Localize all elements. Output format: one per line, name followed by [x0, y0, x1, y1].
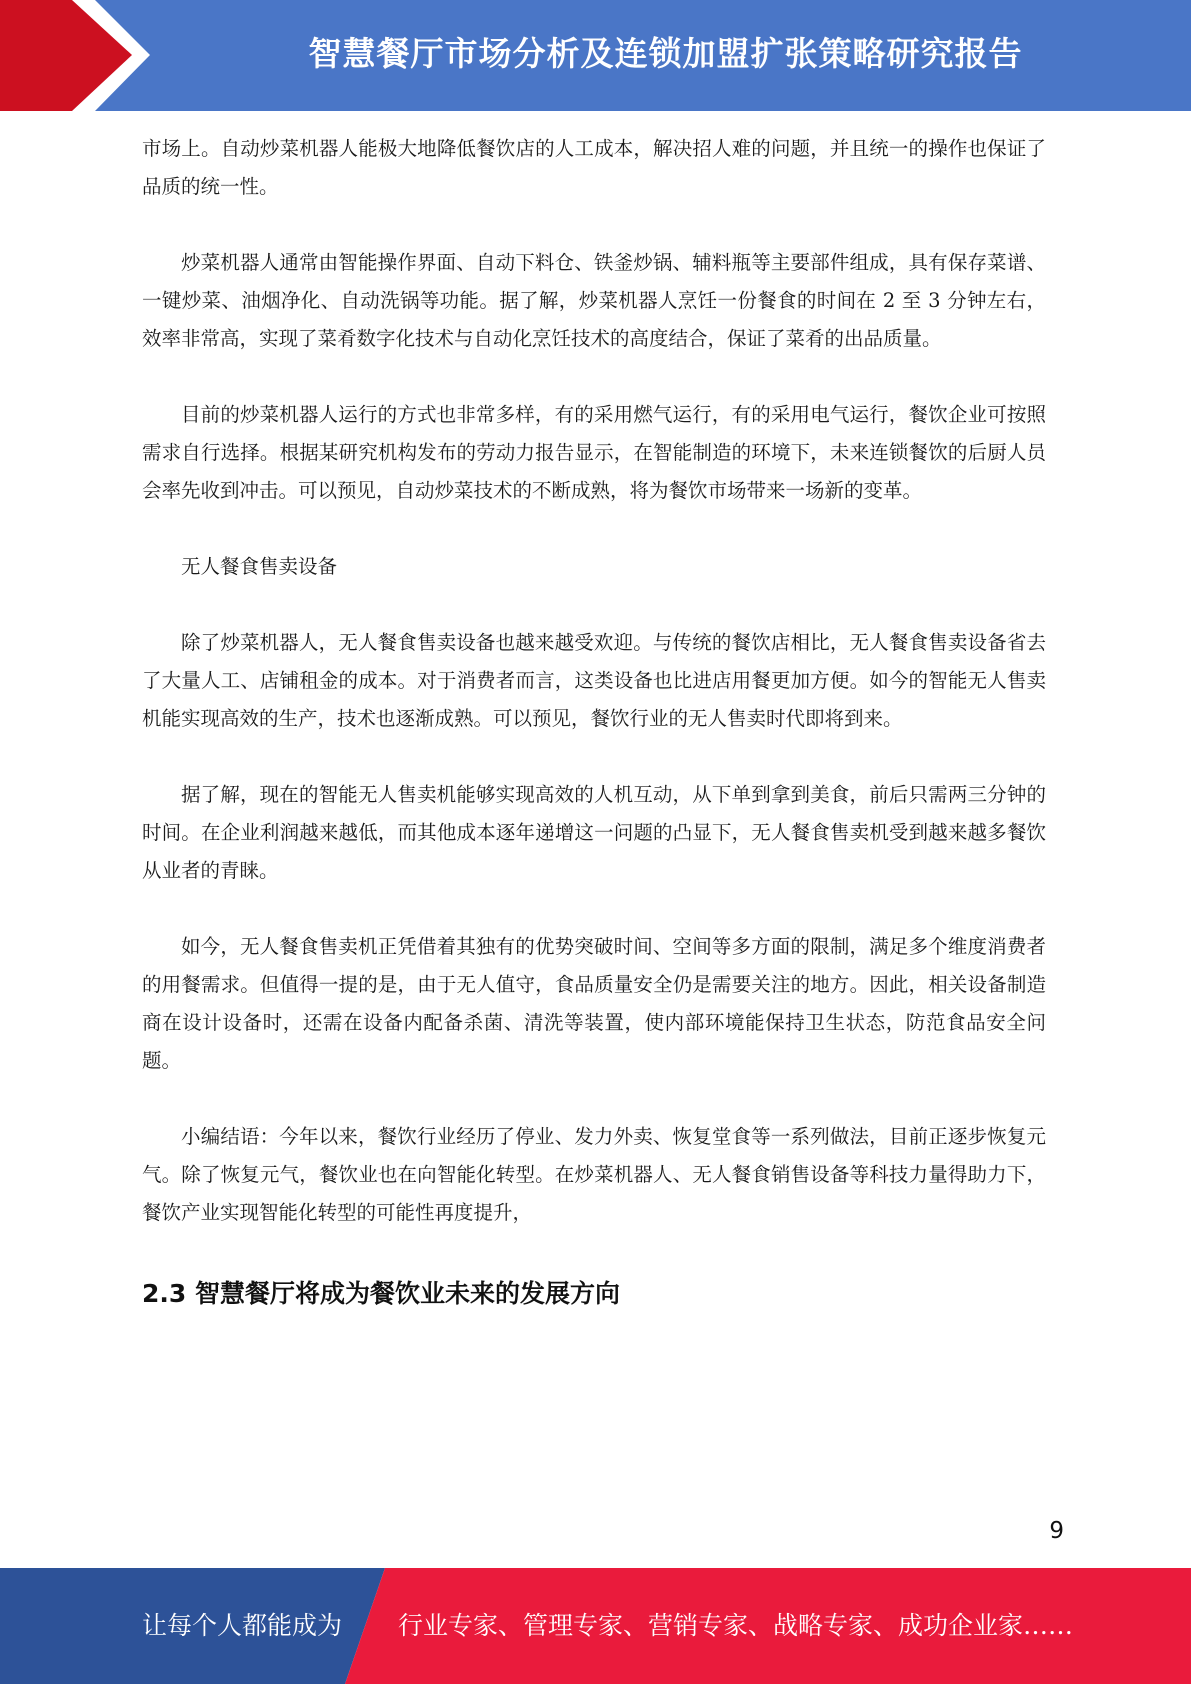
paragraph: 小编结语：今年以来，餐饮行业经历了停业、发力外卖、恢复堂食等一系列做法，目前正逐步恢复元气。除了恢复元气，餐饮业也在向智能化转型。在炒菜机器人、无人餐食销售设备等科技力量得助力下，餐饮产业实现智能化转型的可能性再度提升，	[142, 1125, 1046, 1224]
footer-slogan-right: 行业专家、管理专家、营销专家、战略专家、成功企业家……	[398, 1611, 1074, 1640]
report-title: 智慧餐厅市场分析及连锁加盟扩张策略研究报告	[308, 34, 1023, 73]
paragraph: 除了炒菜机器人，无人餐食售卖设备也越来越受欢迎。与传统的餐饮店相比，无人餐食售卖设备省去了大量人工、店铺租金的成本。对于消费者而言，这类设备也比进店用餐更加方便。如今的智能无人售卖机能实现高效的生产，技术也逐渐成熟。可以预见，餐饮行业的无人售卖时代即将到来。	[142, 631, 1046, 730]
paragraph: 炒菜机器人通常由智能操作界面、自动下料仓、铁釜炒锅、辅料瓶等主要部件组成，具有保存菜谱、一键炒菜、油烟净化、自动洗锅等功能。据了解，炒菜机器人烹饪一份餐食的时间在 2 至 3 分钟左右，效率非常高，实现了菜肴数字化技术与自动化烹饪技术的高度结合，保证了菜肴的出品质量。	[142, 251, 1046, 350]
paragraph: 据了解，现在的智能无人售卖机能够实现高效的人机互动，从下单到拿到美食，前后只需两三分钟的时间。在企业利润越来越低，而其他成本逐年递增这一问题的凸显下，无人餐食售卖机受到越来越多餐饮从业者的青睐。	[142, 783, 1046, 882]
paragraph: 如今，无人餐食售卖机正凭借着其独有的优势突破时间、空间等多方面的限制，满足多个维度消费者的用餐需求。但值得一提的是，由于无人值守，食品质量安全仍是需要关注的地方。因此，相关设备制造商在设计设备时，还需在设备内配备杀菌、清洗等装置，使内部环境能保持卫生状态，防范食品安全问题。	[142, 935, 1046, 1072]
paragraph: 目前的炒菜机器人运行的方式也非常多样，有的采用燃气运行，有的采用电气运行，餐饮企业可按照需求自行选择。根据某研究机构发布的劳动力报告显示，在智能制造的环境下，未来连锁餐饮的后厨人员会率先收到冲击。可以预见，自动炒菜技术的不断成熟，将为餐饮市场带来一场新的变革。	[142, 403, 1046, 502]
main-content	[142, 130, 1046, 1314]
chevron-arrow-icon	[0, 0, 160, 111]
header-banner	[0, 0, 1191, 111]
paragraph: 市场上。自动炒菜机器人能极大地降低餐饮店的人工成本，解决招人难的问题，并且统一的操作也保证了品质的统一性。	[142, 137, 1046, 198]
footer-banner	[0, 1568, 1191, 1684]
subsection-label: 无人餐食售卖设备	[181, 555, 338, 578]
page-number: 9	[1049, 1518, 1064, 1544]
footer-slogan-left: 让每个人都能成为	[142, 1611, 343, 1640]
section-heading: 2.3 智慧餐厅将成为餐饮业未来的发展方向	[142, 1279, 620, 1308]
